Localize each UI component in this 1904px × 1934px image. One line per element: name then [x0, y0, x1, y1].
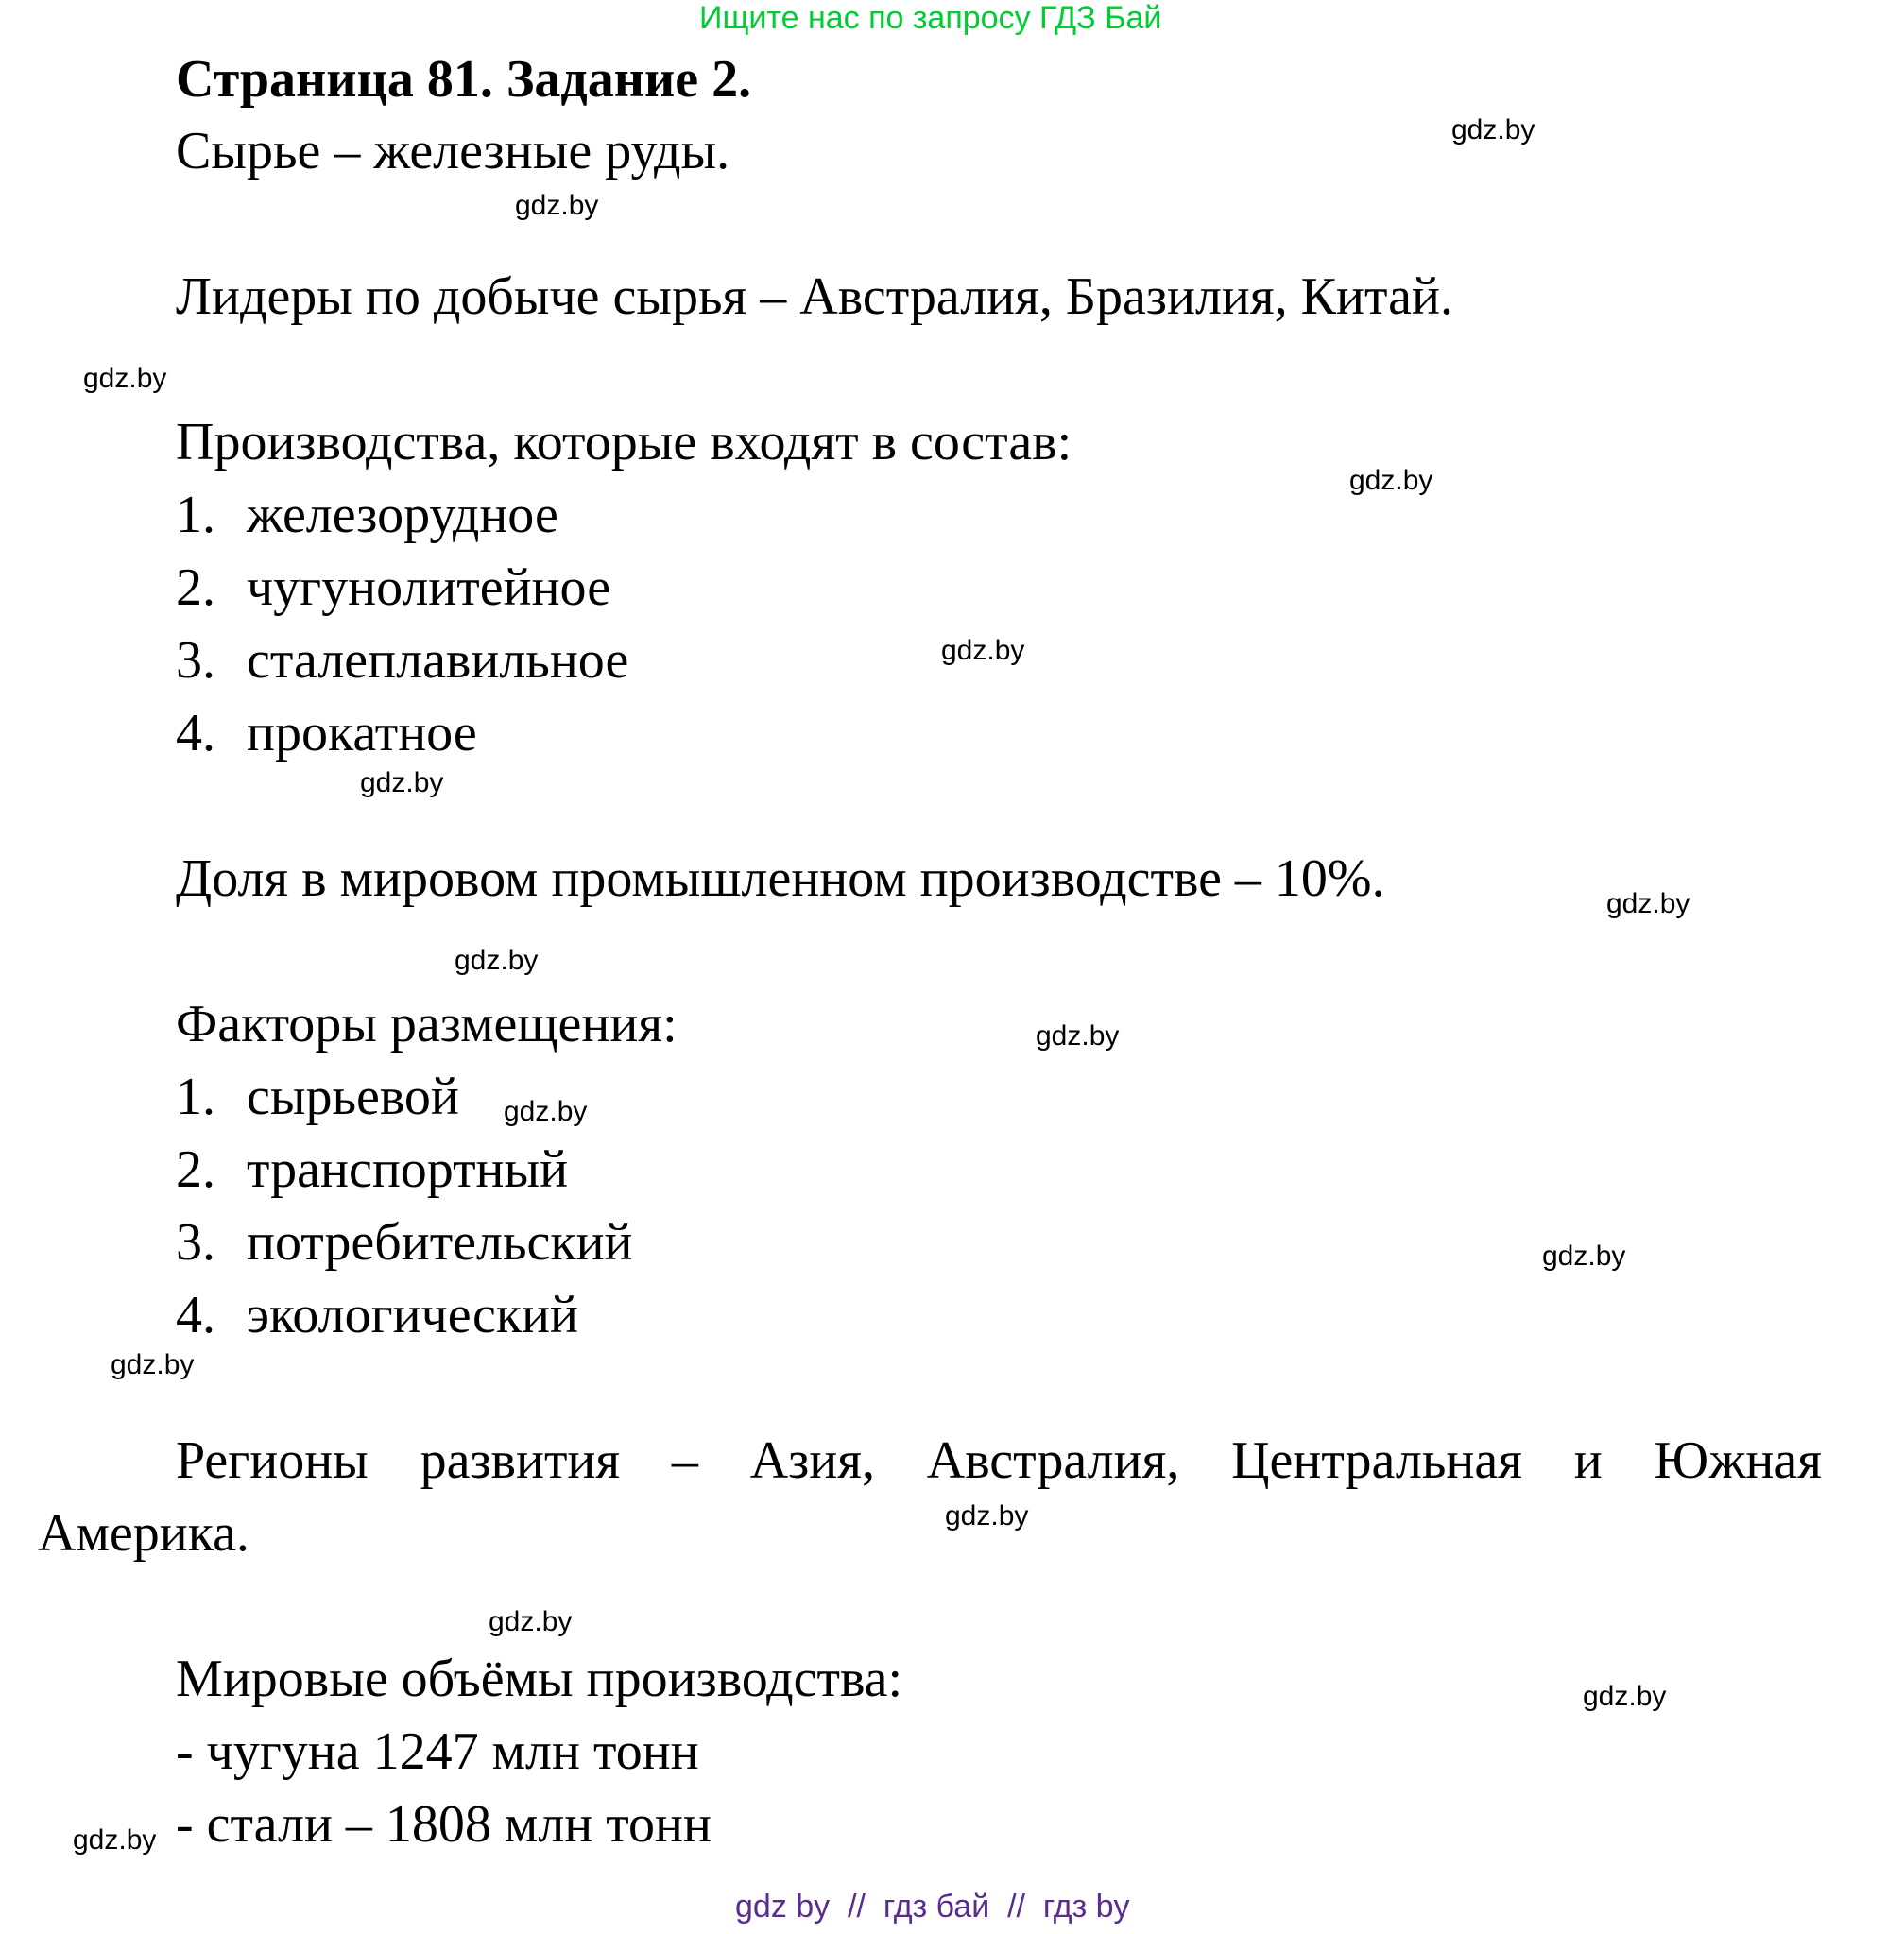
list-item-number: 1.: [176, 486, 215, 544]
watermark: gdz.by: [941, 635, 1025, 666]
watermark: gdz.by: [360, 767, 444, 798]
footer-credits: gdz by // гдз бай // гдз by: [735, 1889, 1130, 1925]
volume-item: - чугуна 1247 млн тонн: [176, 1722, 699, 1781]
watermark: gdz.by: [455, 945, 539, 976]
list-item-text: прокатное: [247, 704, 477, 762]
regions-word: Центральная: [1231, 1431, 1522, 1490]
regions-word: Австралия,: [926, 1431, 1180, 1490]
leaders-line: Лидеры по добыче сырья – Австралия, Бразилия, Китай.: [176, 267, 1453, 326]
list-item-text: экологический: [247, 1286, 578, 1344]
list-item-number: 3.: [176, 631, 215, 690]
regions-word: и: [1573, 1431, 1603, 1490]
watermark: gdz.by: [489, 1606, 573, 1637]
list-item: [176, 1068, 459, 1126]
regions-word: Южная: [1654, 1431, 1822, 1490]
volumes-heading: Мировые объёмы производства:: [176, 1650, 903, 1708]
list-item: [176, 1140, 569, 1199]
share-line: Доля в мировом промышленном производстве – 10%.: [176, 849, 1385, 908]
list-item: [176, 486, 558, 544]
watermark: gdz.by: [1583, 1681, 1667, 1712]
list-item: [176, 558, 611, 617]
list-item: [176, 1286, 578, 1344]
list-item-text: транспортный: [247, 1140, 569, 1199]
factors-heading: Факторы размещения:: [176, 995, 678, 1053]
volume-item: - стали – 1808 млн тонн: [176, 1795, 712, 1854]
list-item-text: сырьевой: [247, 1068, 459, 1126]
list-item: [176, 631, 629, 690]
watermark: gdz.by: [111, 1349, 195, 1380]
list-item-text: потребительский: [247, 1213, 633, 1272]
list-item-number: 4.: [176, 704, 215, 762]
watermark: gdz.by: [945, 1500, 1029, 1532]
list-item-number: 4.: [176, 1286, 215, 1344]
watermark: gdz.by: [1606, 888, 1690, 919]
list-item-text: железорудное: [247, 486, 558, 544]
watermark: gdz.by: [73, 1824, 157, 1856]
list-item-text: чугунолитейное: [247, 558, 611, 617]
watermark: gdz.by: [504, 1096, 588, 1127]
list-item-number: 2.: [176, 1140, 215, 1199]
watermark: gdz.by: [83, 363, 167, 394]
page-title: Страница 81. Задание 2.: [176, 50, 752, 109]
watermark: gdz.by: [1542, 1241, 1626, 1272]
regions-word: Азия,: [749, 1431, 875, 1490]
productions-heading: Производства, которые входят в состав:: [176, 413, 1072, 471]
list-item-number: 1.: [176, 1068, 215, 1126]
regions-word: –: [671, 1431, 698, 1490]
watermark: gdz.by: [515, 190, 599, 221]
list-item-number: 3.: [176, 1213, 215, 1272]
list-item-text: сталеплавильное: [247, 631, 629, 690]
search-banner: Ищите нас по запросу ГДЗ Бай: [699, 0, 1162, 36]
list-item-number: 2.: [176, 558, 215, 617]
regions-word: развития: [420, 1431, 621, 1490]
regions-continuation: Америка.: [38, 1504, 249, 1563]
list-item: [176, 704, 477, 762]
watermark: gdz.by: [1451, 114, 1535, 145]
list-item: [176, 1213, 633, 1272]
watermark: gdz.by: [1349, 465, 1433, 496]
regions-word: Регионы: [176, 1431, 369, 1490]
watermark: gdz.by: [1036, 1020, 1120, 1052]
raw-material-line: Сырье – железные руды.: [176, 122, 730, 180]
regions-line: [176, 1431, 1822, 1490]
